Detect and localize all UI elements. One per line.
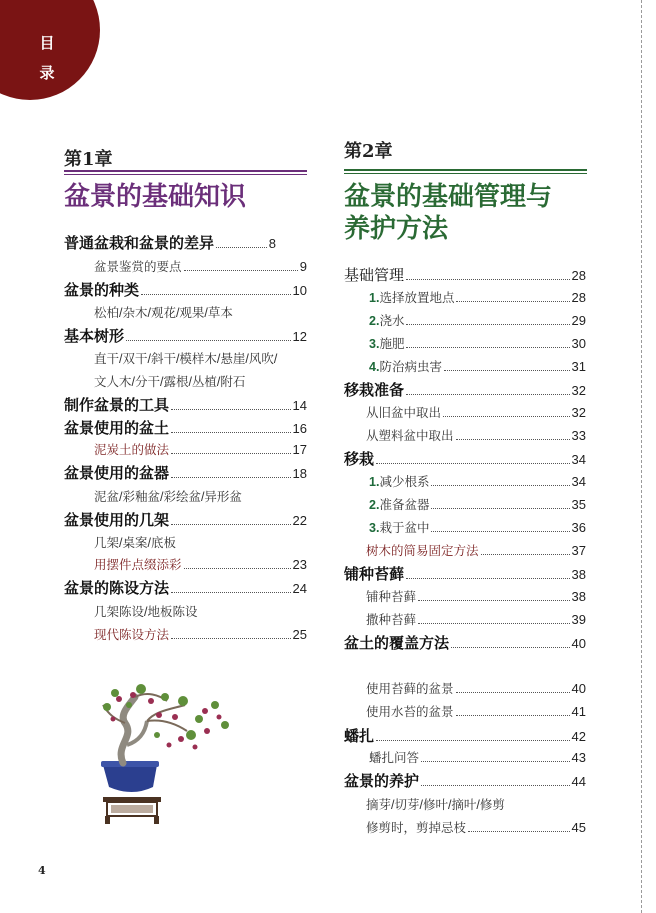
toc-entry-number: 3. [369,337,380,351]
toc-page-number: 35 [571,497,586,512]
toc-entry[interactable] [94,257,307,275]
toc-entry[interactable] [369,288,586,306]
chapter-2-title-line-2: 养护方法 [344,214,449,244]
leader-dots [406,393,570,395]
toc-entry-text: 现代陈设方法 [94,628,170,642]
toc-subtopics: 泥盆/彩釉盆/彩绘盆/异形盆 [94,490,242,504]
toc-entry-text: 移栽 [344,450,375,468]
toc-page-number: 18 [292,466,307,481]
toc-page-number: 41 [571,704,586,719]
leader-dots [171,452,291,454]
toc-entry-text: 蟠扎 [344,727,375,745]
toc-page-number: 38 [571,589,586,604]
toc-entry-text: 制作盆景的工具 [64,396,170,414]
badge-char-2: 录 [39,64,55,82]
toc-page-number: 8 [268,236,276,251]
toc-subtopics: 文人木/分干/露根/丛植/附石 [94,375,246,389]
toc-entry-text: 基本树形 [64,327,125,345]
toc-page-number: 42 [571,729,586,744]
toc-page-number: 9 [299,259,307,274]
leader-dots [421,760,570,762]
leader-dots [456,300,569,302]
leader-dots [481,553,570,555]
toc-entry-text: 栽于盆中 [379,521,430,535]
toc-entry-text: 盆景使用的盆土 [64,419,170,437]
chapter-2-label: 第2章 [344,141,393,162]
chapter-1-rule-thin [64,174,307,175]
toc-entry[interactable] [64,394,307,415]
toc-entry-text: 盆景的种类 [64,281,140,299]
toc-entry-text: 从塑料盆中取出 [366,429,454,443]
toc-entry-text: 蟠扎问答 [369,751,420,765]
toc-page-number: 34 [571,474,586,489]
toc-page-number: 34 [571,452,586,467]
toc-entry[interactable] [344,725,586,746]
toc-entry-text: 准备盆器 [379,498,430,512]
page-edge-dashed-line [641,0,642,913]
leader-dots [171,637,291,639]
toc-subtopics: 摘芽/切芽/修叶/摘叶/修剪 [366,798,505,812]
toc-entry[interactable] [64,279,307,300]
leader-dots [468,830,570,832]
toc-entry[interactable] [366,818,586,836]
leader-dots [431,507,569,509]
toc-entry[interactable] [344,264,586,285]
toc-entry[interactable] [369,311,586,329]
toc-entry-text: 用摆件点缀添彩 [94,558,182,572]
leader-dots [418,622,570,624]
toc-page-number: 32 [571,383,586,398]
toc-entry[interactable] [366,702,586,720]
toc-entry-text: 施肥 [379,337,405,351]
toc-page-number: 14 [292,398,307,413]
toc-entry-text: 基础管理 [344,266,405,284]
chapter-1-rule [64,170,307,172]
toc-page-number: 44 [571,774,586,789]
leader-dots [418,599,570,601]
toc-entry[interactable] [94,555,307,573]
toc-page-number: 33 [571,428,586,443]
leader-dots [451,646,570,648]
toc-page-number: 40 [571,636,586,651]
toc-entry-text: 树木的简易固定方法 [366,544,479,558]
toc-page-number: 45 [571,820,586,835]
toc-entry[interactable] [94,625,307,643]
toc-entry[interactable] [344,770,586,791]
toc-entry[interactable] [369,472,586,490]
toc-page-number: 28 [571,268,586,283]
toc-entry-text: 盆土的覆盖方法 [344,634,450,652]
toc-entry[interactable] [366,610,586,628]
leader-dots [406,577,570,579]
toc-page-number: 36 [571,520,586,535]
toc-page-number: 37 [571,543,586,558]
leader-dots [171,408,291,410]
leader-dots [376,462,570,464]
toc-page-number: 29 [571,313,586,328]
toc-entry[interactable] [64,462,307,483]
toc-entry-text: 选择放置地点 [379,291,455,305]
bonsai-pot [103,765,157,792]
leader-dots [444,369,570,371]
chapter-2-rule [344,169,587,171]
toc-entry[interactable] [64,232,276,253]
leader-dots [171,591,291,593]
toc-entry-text: 修剪时，剪掉忌枝 [366,821,467,835]
toc-entry-number: 2. [369,498,380,512]
leader-dots [376,739,570,741]
toc-entry[interactable] [369,357,586,375]
toc-entry-text: 减少根系 [379,475,430,489]
toc-entry-text: 泥炭土的做法 [94,443,170,457]
toc-entry-text: 使用苔藓的盆景 [366,682,454,696]
leader-dots [456,714,570,716]
toc-entry-number: 1. [369,291,380,305]
leader-dots [171,523,291,525]
toc-entry-text: 盆景的养护 [344,772,420,790]
leader-dots [406,323,569,325]
toc-entry[interactable] [344,632,586,653]
toc-page-number: 17 [292,442,307,457]
chapter-2-rule-thin [344,173,587,174]
page-number: 4 [38,864,46,877]
toc-entry-text: 铺种苔藓 [344,565,405,583]
chapter-1-label: 第1章 [64,149,113,170]
toc-page-number: 23 [292,557,307,572]
toc-page-number: 43 [571,750,586,765]
toc-entry[interactable] [366,541,586,559]
toc-entry-text: 从旧盆中取出 [366,406,442,420]
toc-entry[interactable] [369,518,586,536]
toc-entry[interactable] [369,748,586,766]
toc-page-number: 40 [571,681,586,696]
toc-entry[interactable] [344,448,586,469]
toc-entry-text: 盆景的陈设方法 [64,579,170,597]
toc-entry-number: 2. [369,314,380,328]
leader-dots [184,269,298,271]
leader-dots [171,476,291,478]
toc-page-number: 22 [292,513,307,528]
toc-entry[interactable] [369,495,586,513]
leader-dots [456,691,570,693]
toc-page-number: 12 [292,329,307,344]
leader-dots [216,246,267,248]
leader-dots [141,293,291,295]
toc-entry-text: 盆景使用的盆器 [64,464,170,482]
toc-entry-text: 撒种苔藓 [366,613,417,627]
leader-dots [456,438,570,440]
toc-entry[interactable] [64,417,307,438]
leader-dots [431,484,569,486]
toc-subtopics: 几架陈设/地板陈设 [94,605,198,619]
toc-page-number: 16 [292,421,307,436]
toc-entry-text: 使用水苔的盆景 [366,705,454,719]
toc-entry[interactable] [94,440,307,458]
badge-char-1: 目 [39,34,55,52]
toc-entry-text: 防治病虫害 [379,360,442,374]
leader-dots [443,415,570,417]
chapter-2-title-line-1: 盆景的基础管理与 [344,182,553,212]
toc-entry[interactable] [344,563,586,584]
toc-page-number: 28 [571,290,586,305]
leader-dots [184,567,291,569]
toc-page-number: 30 [571,336,586,351]
toc-entry-text: 铺种苔藓 [366,590,417,604]
toc-page-number: 39 [571,612,586,627]
toc-entry[interactable] [64,325,307,346]
toc-entry-number: 1. [369,475,380,489]
toc-entry-number: 4. [369,360,380,374]
toc-entry[interactable] [64,509,307,530]
toc-entry-text: 盆景鉴赏的要点 [94,260,182,274]
toc-subtopics: 直干/双干/斜干/模样木/悬崖/风吹/ [94,352,278,366]
toc-subtopics: 几架/桌案/底板 [94,536,176,550]
toc-entry-number: 3. [369,521,380,535]
toc-subtopics: 松柏/杂木/观花/观果/草本 [94,306,233,320]
leader-dots [126,339,291,341]
toc-entry[interactable] [344,379,586,400]
toc-entry[interactable] [366,403,586,421]
toc-entry[interactable] [366,426,586,444]
bonsai-image [95,675,245,825]
toc-page-number: 31 [571,359,586,374]
toc-entry-text: 移栽准备 [344,381,405,399]
chapter-1-title: 盆景的基础知识 [64,182,247,212]
toc-entry[interactable] [369,334,586,352]
toc-entry[interactable] [366,679,586,697]
leader-dots [431,530,569,532]
leader-dots [421,784,570,786]
leader-dots [171,431,291,433]
leader-dots [406,346,569,348]
toc-page-number: 38 [571,567,586,582]
toc-entry-text: 浇水 [379,314,405,328]
toc-entry-text: 盆景使用的几架 [64,511,170,529]
toc-page-number: 10 [292,283,307,298]
toc-page-number: 24 [292,581,307,596]
toc-entry[interactable] [64,577,307,598]
toc-page-number: 32 [571,405,586,420]
toc-page-number: 25 [292,627,307,642]
toc-entry-text: 普通盆栽和盆景的差异 [64,234,215,252]
leader-dots [406,278,570,280]
toc-entry[interactable] [366,587,586,605]
